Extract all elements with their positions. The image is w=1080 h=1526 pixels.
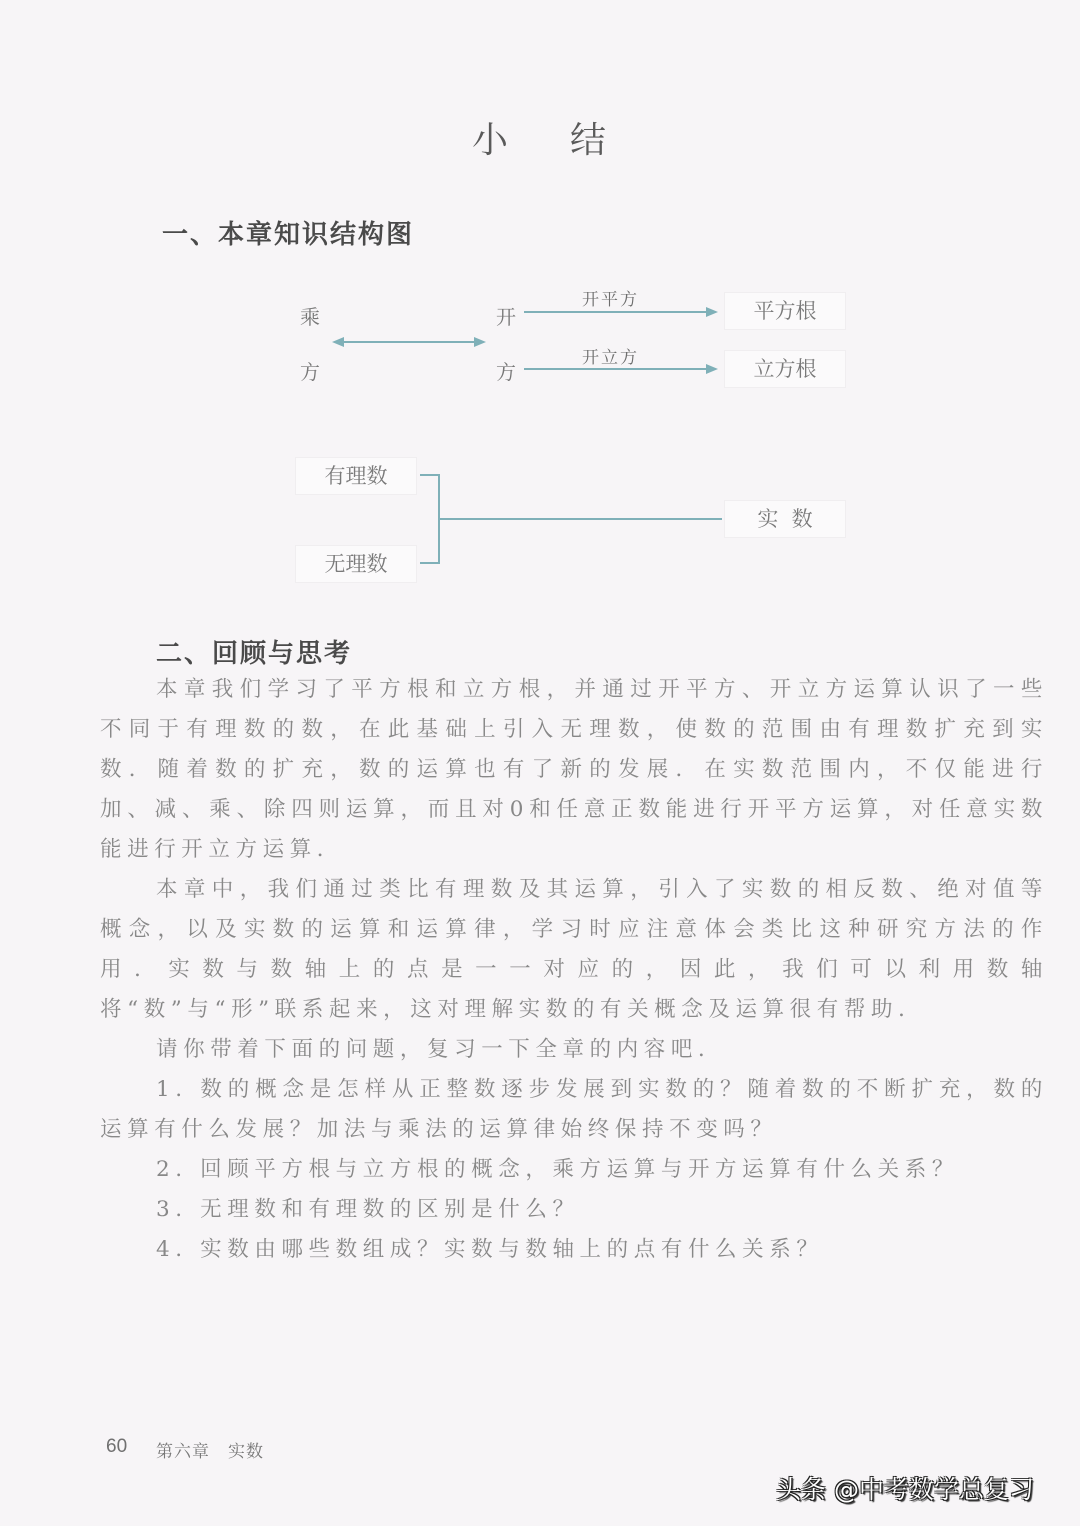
arrow-left-icon <box>330 335 344 349</box>
section-heading-knowledge-structure: 一、本章知识结构图 <box>162 220 415 250</box>
arrow-line-bottom <box>524 368 710 370</box>
page-number: 60 <box>106 1436 128 1457</box>
watermark: 头条 @中考数学总复习 <box>776 1475 1034 1504</box>
question-item: 2. 回顾平方根与立方根的概念，乘方运算与开方运算有什么关系？ <box>156 1157 959 1182</box>
paragraph: 本章我们学习了平方根和立方根，并通过开平方、开立方运算认识了一些不同于有理数的数，在此基础上引入无理数，使数的范围由有理数扩充到实数．随着数的扩充，数的运算也有了新的发展．在实数范围内，不仅能进行加、减、乘、除四则运算，而且对0和任意正数能进行开平方运算，对任意实数能进行开立方运算． <box>100 677 1048 862</box>
label-cheng: 乘 <box>300 305 320 329</box>
label-fang-left: 方 <box>300 360 320 384</box>
paragraph: 请你带着下面的问题，复习一下全章的内容吧． <box>156 1037 726 1062</box>
box-square-root: 平方根 <box>724 292 846 330</box>
question-item: 3. 无理数和有理数的区别是什么？ <box>156 1197 580 1222</box>
box-cube-root: 立方根 <box>724 350 846 388</box>
page-title: 小结 <box>471 120 668 161</box>
double-arrow-line <box>338 341 480 343</box>
arrow-right-icon <box>706 305 720 319</box>
connector-line <box>440 518 722 520</box>
chapter-label: 第六章 实数 <box>156 1442 264 1462</box>
section-heading-review: 二、回顾与思考 <box>156 639 353 669</box>
arrow-label-square-root-op: 开平方 <box>582 290 639 310</box>
label-fang-mid: 方 <box>496 360 516 384</box>
paragraph: 本章中，我们通过类比有理数及其运算，引入了实数的相反数、绝对值等概念，以及实数的运算和运算律，学习时应注意体会类比这种研究方法的作用．实数与数轴上的点是一一对应的，因此，我们可以利用数轴将“数”与“形”联系起来，这对理解实数的有关概念及运算很有帮助． <box>100 877 1048 1022</box>
box-rational: 有理数 <box>295 457 417 495</box>
bracket-bottom <box>420 562 440 564</box>
review-body <box>100 670 1048 1270</box>
question-item: 4. 实数由哪些数组成？实数与数轴上的点有什么关系？ <box>156 1237 824 1262</box>
label-kai: 开 <box>496 305 516 329</box>
question-item: 1. 数的概念是怎样从正整数逐步发展到实数的？随着数的不断扩充，数的运算有什么发展？加法与乘法的运算律始终保持不变吗？ <box>100 1077 1048 1142</box>
arrow-right-icon <box>706 362 720 376</box>
box-irrational: 无理数 <box>295 545 417 583</box>
box-real-numbers: 实 数 <box>724 500 846 538</box>
bracket-top <box>420 474 440 476</box>
arrow-line-top <box>524 311 710 313</box>
arrow-label-cube-root-op: 开立方 <box>582 348 639 368</box>
arrow-right-icon <box>474 335 488 349</box>
